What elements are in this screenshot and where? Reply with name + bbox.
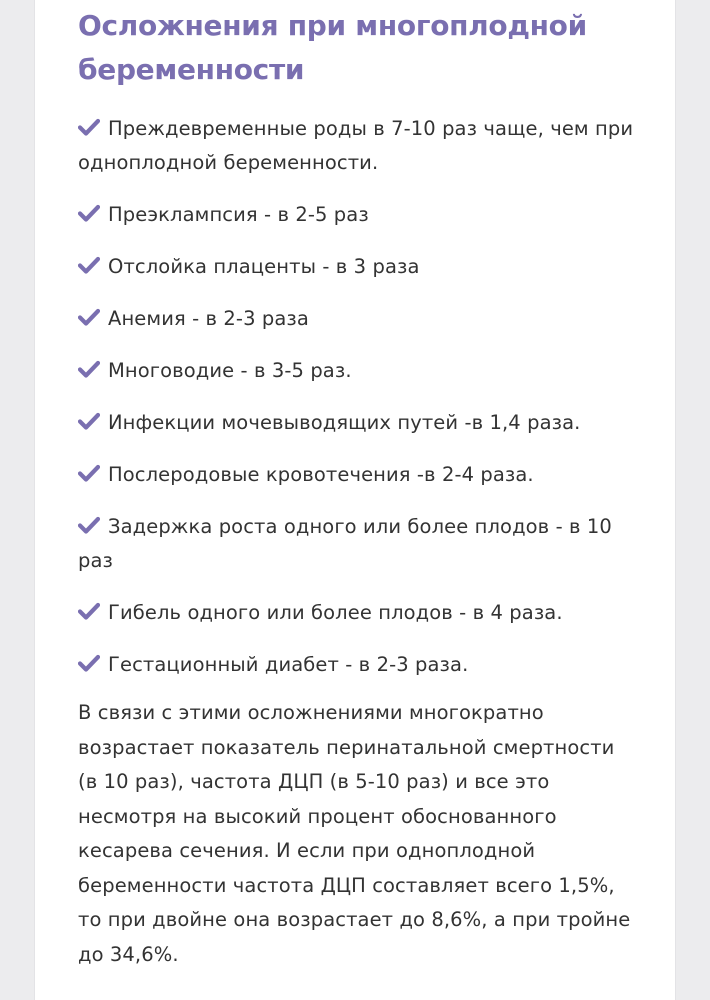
list-item-text: Инфекции мочевыводящих путей -в 1,4 раза. xyxy=(108,411,581,434)
list-item xyxy=(78,648,638,682)
summary-paragraph: В связи с этими осложнениями многократно возрастает показатель перинатальной смертности (в 10 раз), частота ДЦП (в 5-10 раз) и все это несмотря на высокий процент обоснованного кесарева сечения. И если при одноплодной беременности частота ДЦП составляет всего 1,5%, то при двойне она возрастает до 8,6%, а при тройне до 34,6%. xyxy=(78,701,631,966)
list-item-text: Задержка роста одного или более плодов - в 10 раз xyxy=(78,515,612,572)
check-icon xyxy=(78,464,100,482)
article-card xyxy=(34,0,676,1000)
list-item xyxy=(78,406,638,440)
list-item-text: Анемия - в 2-3 раза xyxy=(108,307,309,330)
list-item-text: Многоводие - в 3-5 раз. xyxy=(108,359,352,382)
list-item-text: Послеродовые кровотечения -в 2-4 раза. xyxy=(108,463,534,486)
check-icon xyxy=(78,118,100,136)
complications-list xyxy=(78,112,638,682)
list-item-text: Отслойка плаценты - в 3 раза xyxy=(108,255,420,278)
list-item xyxy=(78,510,638,578)
check-icon xyxy=(78,360,100,378)
article-title: Осложнения при многоплодной беременности xyxy=(78,9,587,86)
list-item-text: Преэклампсия - в 2-5 раз xyxy=(108,203,369,226)
list-item-text: Гибель одного или более плодов - в 4 раза. xyxy=(108,601,563,624)
list-item xyxy=(78,458,638,492)
check-icon xyxy=(78,308,100,326)
list-item xyxy=(78,354,638,388)
list-item xyxy=(78,596,638,630)
list-item-text: Гестационный диабет - в 2-3 раза. xyxy=(108,653,469,676)
check-icon xyxy=(78,516,100,534)
list-item xyxy=(78,112,638,180)
check-icon xyxy=(78,204,100,222)
list-item-text: Преждевременные роды в 7-10 раз чаще, чем при одноплодной беременности. xyxy=(78,117,634,174)
list-item xyxy=(78,302,638,336)
article-content xyxy=(78,4,638,972)
list-item xyxy=(78,198,638,232)
check-icon xyxy=(78,256,100,274)
check-icon xyxy=(78,412,100,430)
check-icon xyxy=(78,654,100,672)
check-icon xyxy=(78,602,100,620)
list-item xyxy=(78,250,638,284)
